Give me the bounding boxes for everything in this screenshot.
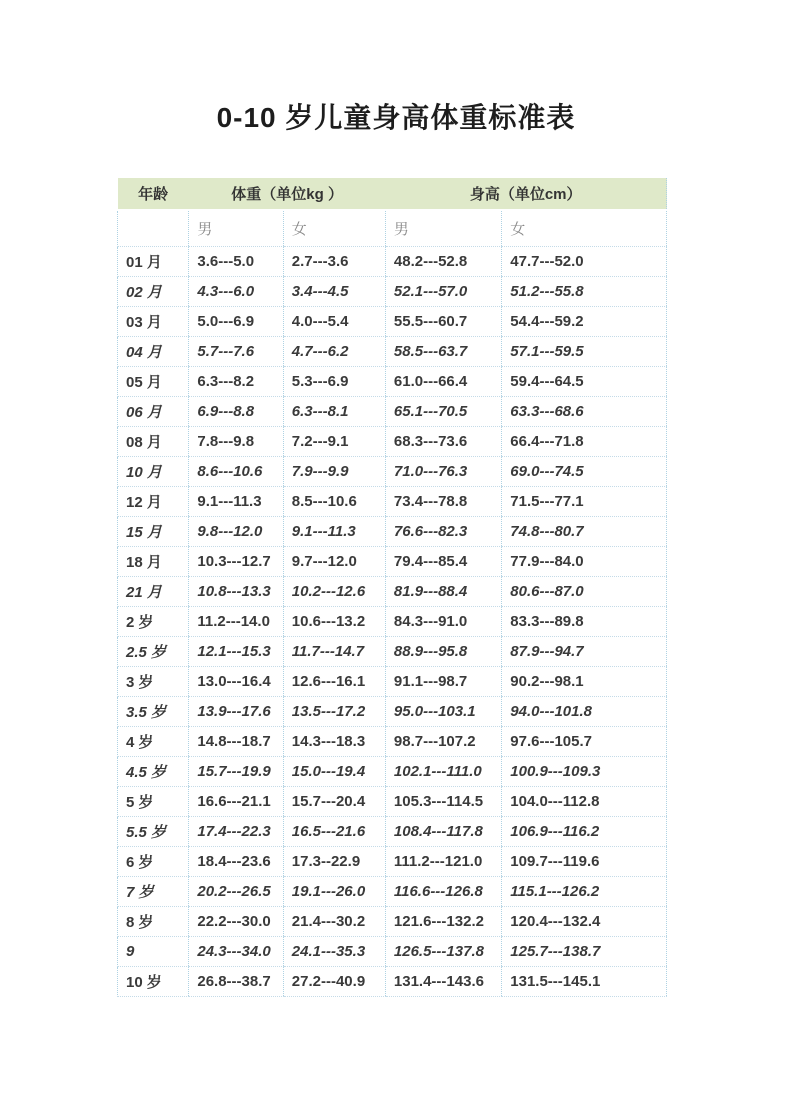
- cell-age: 21 月: [118, 576, 189, 606]
- cell-height-male: 65.1---70.5: [385, 396, 501, 426]
- cell-weight-female: 11.7---14.7: [283, 636, 385, 666]
- cell-height-female: 47.7---52.0: [502, 246, 667, 276]
- cell-weight-female: 14.3---18.3: [283, 726, 385, 756]
- subheader-weight-male: 男: [189, 210, 283, 246]
- table-row: [118, 306, 667, 336]
- subheader-age-empty: [118, 210, 189, 246]
- cell-height-female: 71.5---77.1: [502, 486, 667, 516]
- cell-age: 2.5 岁: [118, 636, 189, 666]
- cell-height-male: 55.5---60.7: [385, 306, 501, 336]
- cell-weight-male: 13.9---17.6: [189, 696, 283, 726]
- cell-height-female: 104.0---112.8: [502, 786, 667, 816]
- cell-height-female: 109.7---119.6: [502, 846, 667, 876]
- cell-height-female: 69.0---74.5: [502, 456, 667, 486]
- cell-height-male: 76.6---82.3: [385, 516, 501, 546]
- cell-age: 06 月: [118, 396, 189, 426]
- cell-weight-female: 15.7---20.4: [283, 786, 385, 816]
- cell-height-male: 105.3---114.5: [385, 786, 501, 816]
- cell-height-male: 88.9---95.8: [385, 636, 501, 666]
- cell-height-female: 51.2---55.8: [502, 276, 667, 306]
- table-body: [118, 246, 667, 996]
- cell-height-male: 126.5---137.8: [385, 936, 501, 966]
- cell-height-male: 84.3---91.0: [385, 606, 501, 636]
- cell-height-male: 98.7---107.2: [385, 726, 501, 756]
- cell-age: 12 月: [118, 486, 189, 516]
- cell-weight-female: 15.0---19.4: [283, 756, 385, 786]
- cell-weight-male: 15.7---19.9: [189, 756, 283, 786]
- cell-height-male: 81.9---88.4: [385, 576, 501, 606]
- subheader-height-female: 女: [502, 210, 667, 246]
- cell-height-male: 108.4---117.8: [385, 816, 501, 846]
- growth-standards-table: [117, 178, 667, 997]
- cell-age: 03 月: [118, 306, 189, 336]
- header-weight-group: 体重（单位kg ）: [189, 178, 386, 210]
- cell-height-female: 94.0---101.8: [502, 696, 667, 726]
- cell-age: 08 月: [118, 426, 189, 456]
- cell-height-male: 79.4---85.4: [385, 546, 501, 576]
- cell-height-female: 63.3---68.6: [502, 396, 667, 426]
- cell-height-female: 125.7---138.7: [502, 936, 667, 966]
- cell-weight-female: 17.3--22.9: [283, 846, 385, 876]
- cell-height-male: 102.1---111.0: [385, 756, 501, 786]
- cell-weight-male: 10.3---12.7: [189, 546, 283, 576]
- header-age: 年龄: [118, 178, 189, 210]
- table-row: [118, 516, 667, 546]
- cell-age: 5 岁: [118, 786, 189, 816]
- cell-weight-male: 20.2---26.5: [189, 876, 283, 906]
- cell-weight-female: 10.6---13.2: [283, 606, 385, 636]
- cell-age: 6 岁: [118, 846, 189, 876]
- table-row: [118, 576, 667, 606]
- cell-age: 3 岁: [118, 666, 189, 696]
- cell-weight-female: 4.7---6.2: [283, 336, 385, 366]
- table-row: [118, 636, 667, 666]
- cell-height-male: 131.4---143.6: [385, 966, 501, 996]
- cell-height-male: 48.2---52.8: [385, 246, 501, 276]
- table-row: [118, 366, 667, 396]
- header-height-group: 身高（单位cm）: [385, 178, 666, 210]
- table-row: [118, 276, 667, 306]
- cell-weight-female: 13.5---17.2: [283, 696, 385, 726]
- cell-height-female: 57.1---59.5: [502, 336, 667, 366]
- cell-weight-female: 9.7---12.0: [283, 546, 385, 576]
- cell-weight-female: 5.3---6.9: [283, 366, 385, 396]
- cell-age: 2 岁: [118, 606, 189, 636]
- cell-age: 04 月: [118, 336, 189, 366]
- table-row: [118, 336, 667, 366]
- table-row: [118, 456, 667, 486]
- table-row: [118, 816, 667, 846]
- cell-height-male: 58.5---63.7: [385, 336, 501, 366]
- cell-age: 10 月: [118, 456, 189, 486]
- cell-weight-female: 10.2---12.6: [283, 576, 385, 606]
- cell-weight-male: 22.2---30.0: [189, 906, 283, 936]
- cell-age: 5.5 岁: [118, 816, 189, 846]
- cell-height-male: 111.2---121.0: [385, 846, 501, 876]
- table-row: [118, 726, 667, 756]
- page-title: 0-10 岁儿童身高体重标准表: [216, 102, 576, 133]
- table-row: [118, 606, 667, 636]
- cell-height-female: 90.2---98.1: [502, 666, 667, 696]
- cell-weight-female: 21.4---30.2: [283, 906, 385, 936]
- cell-age: 10 岁: [118, 966, 189, 996]
- table-row: [118, 696, 667, 726]
- cell-age: 18 月: [118, 546, 189, 576]
- cell-age: 15 月: [118, 516, 189, 546]
- table-header-row: [118, 178, 667, 210]
- cell-age: 4 岁: [118, 726, 189, 756]
- cell-weight-male: 13.0---16.4: [189, 666, 283, 696]
- cell-weight-male: 11.2---14.0: [189, 606, 283, 636]
- cell-weight-male: 6.3---8.2: [189, 366, 283, 396]
- cell-weight-female: 6.3---8.1: [283, 396, 385, 426]
- cell-age: 3.5 岁: [118, 696, 189, 726]
- cell-height-male: 121.6---132.2: [385, 906, 501, 936]
- cell-height-female: 80.6---87.0: [502, 576, 667, 606]
- cell-height-male: 95.0---103.1: [385, 696, 501, 726]
- cell-weight-male: 12.1---15.3: [189, 636, 283, 666]
- cell-weight-male: 26.8---38.7: [189, 966, 283, 996]
- cell-weight-male: 18.4---23.6: [189, 846, 283, 876]
- cell-height-female: 77.9---84.0: [502, 546, 667, 576]
- cell-age: 02 月: [118, 276, 189, 306]
- cell-age: 8 岁: [118, 906, 189, 936]
- table-row: [118, 756, 667, 786]
- cell-weight-male: 17.4---22.3: [189, 816, 283, 846]
- cell-age: 9: [118, 936, 189, 966]
- cell-weight-male: 24.3---34.0: [189, 936, 283, 966]
- cell-weight-female: 4.0---5.4: [283, 306, 385, 336]
- cell-weight-female: 12.6---16.1: [283, 666, 385, 696]
- cell-height-female: 106.9---116.2: [502, 816, 667, 846]
- table-row: [118, 966, 667, 996]
- cell-weight-male: 14.8---18.7: [189, 726, 283, 756]
- table-row: [118, 666, 667, 696]
- cell-weight-male: 4.3---6.0: [189, 276, 283, 306]
- cell-height-male: 71.0---76.3: [385, 456, 501, 486]
- cell-height-female: 59.4---64.5: [502, 366, 667, 396]
- cell-height-female: 120.4---132.4: [502, 906, 667, 936]
- cell-height-male: 52.1---57.0: [385, 276, 501, 306]
- cell-weight-female: 2.7---3.6: [283, 246, 385, 276]
- table-row: [118, 876, 667, 906]
- cell-weight-female: 16.5---21.6: [283, 816, 385, 846]
- cell-weight-male: 9.8---12.0: [189, 516, 283, 546]
- cell-height-female: 115.1---126.2: [502, 876, 667, 906]
- cell-weight-female: 19.1---26.0: [283, 876, 385, 906]
- cell-height-male: 73.4---78.8: [385, 486, 501, 516]
- cell-age: 4.5 岁: [118, 756, 189, 786]
- cell-height-male: 61.0---66.4: [385, 366, 501, 396]
- cell-weight-male: 5.7---7.6: [189, 336, 283, 366]
- table-subheader-row: [118, 210, 667, 246]
- cell-weight-female: 7.2---9.1: [283, 426, 385, 456]
- cell-weight-female: 8.5---10.6: [283, 486, 385, 516]
- table-row: [118, 846, 667, 876]
- cell-height-female: 87.9---94.7: [502, 636, 667, 666]
- table-row: [118, 906, 667, 936]
- cell-weight-female: 3.4---4.5: [283, 276, 385, 306]
- table-row: [118, 426, 667, 456]
- cell-weight-male: 8.6---10.6: [189, 456, 283, 486]
- cell-height-female: 54.4---59.2: [502, 306, 667, 336]
- cell-weight-female: 7.9---9.9: [283, 456, 385, 486]
- cell-weight-male: 5.0---6.9: [189, 306, 283, 336]
- cell-weight-female: 24.1---35.3: [283, 936, 385, 966]
- cell-weight-male: 3.6---5.0: [189, 246, 283, 276]
- cell-age: 05 月: [118, 366, 189, 396]
- cell-weight-female: 27.2---40.9: [283, 966, 385, 996]
- table-row: [118, 396, 667, 426]
- cell-height-male: 116.6---126.8: [385, 876, 501, 906]
- table-row: [118, 546, 667, 576]
- table-row: [118, 486, 667, 516]
- cell-weight-male: 9.1---11.3: [189, 486, 283, 516]
- table-row: [118, 936, 667, 966]
- cell-height-female: 66.4---71.8: [502, 426, 667, 456]
- cell-height-male: 68.3---73.6: [385, 426, 501, 456]
- cell-age: 7 岁: [118, 876, 189, 906]
- cell-height-female: 100.9---109.3: [502, 756, 667, 786]
- table-row: [118, 786, 667, 816]
- cell-weight-male: 10.8---13.3: [189, 576, 283, 606]
- subheader-height-male: 男: [385, 210, 501, 246]
- cell-height-female: 97.6---105.7: [502, 726, 667, 756]
- cell-height-female: 83.3---89.8: [502, 606, 667, 636]
- cell-weight-male: 6.9---8.8: [189, 396, 283, 426]
- cell-height-female: 131.5---145.1: [502, 966, 667, 996]
- subheader-weight-female: 女: [283, 210, 385, 246]
- table-row: [118, 246, 667, 276]
- cell-age: 01 月: [118, 246, 189, 276]
- cell-height-male: 91.1---98.7: [385, 666, 501, 696]
- cell-weight-female: 9.1---11.3: [283, 516, 385, 546]
- cell-weight-male: 7.8---9.8: [189, 426, 283, 456]
- cell-weight-male: 16.6---21.1: [189, 786, 283, 816]
- cell-height-female: 74.8---80.7: [502, 516, 667, 546]
